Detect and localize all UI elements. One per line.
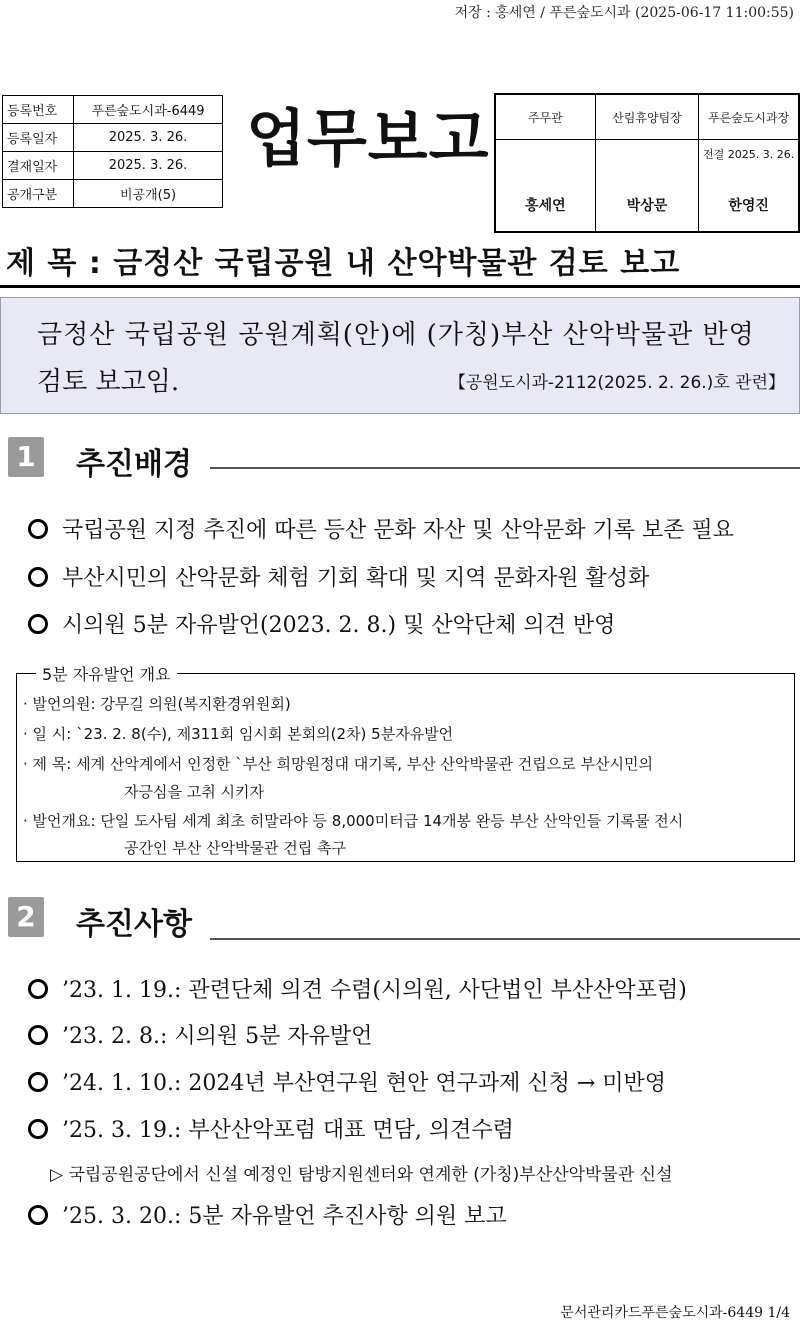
approval-name: 한영진 xyxy=(728,198,769,214)
approval-name: 홍세연 xyxy=(525,198,566,214)
bullet-item xyxy=(28,1113,514,1144)
registration-value: 2025. 3. 26. xyxy=(74,124,223,152)
bullet-text: 국립공원 지정 추진에 따른 등산 문화 자산 및 산악문화 기록 보존 필요 xyxy=(62,518,734,543)
registration-label: 등록번호 xyxy=(3,96,74,124)
bullet-text: ’25. 3. 20.: 5분 자유발언 추진사항 의원 보고 xyxy=(62,1204,507,1229)
section-rule xyxy=(210,467,800,469)
section-title: 추진사항 xyxy=(76,907,192,942)
registration-row xyxy=(3,180,223,208)
approval-note: 전결 2025. 3. 26. xyxy=(703,148,795,161)
registration-label: 결재일자 xyxy=(3,152,74,180)
registration-value: 2025. 3. 26. xyxy=(74,152,223,180)
circle-bullet-icon xyxy=(28,614,48,634)
registration-label: 등록일자 xyxy=(3,124,74,152)
summary-box xyxy=(0,297,800,414)
summary-line: 검토 보고임. xyxy=(37,367,180,397)
approval-role: 푸른숲도시과장 xyxy=(699,94,799,140)
circle-bullet-icon xyxy=(28,567,48,587)
registration-value: 비공개(5) xyxy=(74,180,223,208)
approval-role-row xyxy=(495,94,799,140)
box-legend: 5분 자유발언 개요 xyxy=(36,662,177,685)
circle-bullet-icon xyxy=(28,1072,48,1092)
approval-table xyxy=(494,93,800,233)
registration-row xyxy=(3,152,223,180)
bullet-text: ’24. 1. 10.: 2024년 부산연구원 현안 연구과제 신청 → 미반영 xyxy=(62,1071,667,1096)
speech-overview-box xyxy=(16,673,795,862)
circle-bullet-icon xyxy=(28,519,48,539)
approval-name: 박상문 xyxy=(626,198,668,214)
approval-signature xyxy=(495,140,595,233)
section-rule xyxy=(210,938,800,940)
save-note: 저장 : 홍세연 / 푸른숲도시과 (2025-06-17 11:00:55) xyxy=(454,5,794,21)
bullet-item xyxy=(28,608,615,639)
box-row: 공간인 부산 산악박물관 건립 촉구 xyxy=(124,839,346,857)
bullet-item xyxy=(28,1066,666,1097)
box-row: 자긍심을 고취 시키자 xyxy=(124,783,264,801)
sub-item: ▷ 국립공원공단에서 신설 예정인 탐방지원센터와 연계한 (가칭)부산산악박물관 신설 xyxy=(50,1165,673,1185)
bullet-item xyxy=(28,1019,372,1050)
section-number-badge: 2 xyxy=(8,897,44,937)
box-row: · 발언의원: 강무길 의원(복지환경위원회) xyxy=(23,695,291,713)
circle-bullet-icon xyxy=(28,979,48,999)
circle-bullet-icon xyxy=(28,1025,48,1045)
approval-role: 산림휴양팀장 xyxy=(595,94,699,140)
bullet-text: ’23. 2. 8.: 시의원 5분 자유발언 xyxy=(62,1024,373,1049)
box-row: · 일 시: `23. 2. 8(수), 제311회 임시회 본회의(2차) 5분자유발언 xyxy=(23,725,454,743)
bullet-item xyxy=(28,561,649,592)
bullet-text: 시의원 5분 자유발언(2023. 2. 8.) 및 산악단체 의견 반영 xyxy=(62,613,616,638)
circle-bullet-icon xyxy=(28,1119,48,1139)
registration-value: 푸른숲도시과-6449 xyxy=(74,96,223,124)
registration-label: 공개구분 xyxy=(3,180,74,208)
bullet-text: ’25. 3. 19.: 부산산악포럼 대표 면담, 의견수렴 xyxy=(62,1118,514,1143)
section-number-badge: 1 xyxy=(8,437,44,477)
registration-row xyxy=(3,124,223,152)
bullet-item xyxy=(28,1199,507,1230)
doc-title: 업무보고 xyxy=(246,102,490,175)
registration-table xyxy=(2,95,223,208)
circle-bullet-icon xyxy=(28,1205,48,1225)
bullet-item xyxy=(28,973,687,1004)
approval-role: 주무관 xyxy=(495,94,595,140)
bullet-text: 부산시민의 산악문화 체험 기회 확대 및 지역 문화자원 활성화 xyxy=(62,566,650,591)
bullet-item xyxy=(28,513,734,544)
subject-divider xyxy=(0,285,800,288)
section-title: 추진배경 xyxy=(76,447,192,482)
box-row: · 제 목: 세계 산악계에서 인정한 `부산 희망원정대 대기록, 부산 산악박물관 건립으로 부산시민의 xyxy=(23,755,653,773)
approval-signature xyxy=(699,140,799,233)
footer-doc-id: 문서관리카드푸른숲도시과-6449 1/4 xyxy=(560,1305,790,1321)
bullet-text: ’23. 1. 19.: 관련단체 의견 수렴(시의원, 사단법인 부산산악포럼) xyxy=(62,978,687,1003)
summary-reference: 【공원도시과-2112(2025. 2. 26.)호 관련】 xyxy=(448,373,785,393)
approval-sign-row xyxy=(495,140,799,233)
summary-line: 금정산 국립공원 공원계획(안)에 (가칭)부산 산악박물관 반영 xyxy=(37,320,755,350)
subject-line: 제 목 : 금정산 국립공원 내 산악박물관 검토 보고 xyxy=(6,246,681,281)
registration-row xyxy=(3,96,223,124)
approval-signature xyxy=(595,140,699,233)
box-row: · 발언개요: 단일 도사팀 세계 최초 히말라야 등 8,000미터급 14개봉 완등 부산 산악인들 기록물 전시 xyxy=(23,812,684,830)
